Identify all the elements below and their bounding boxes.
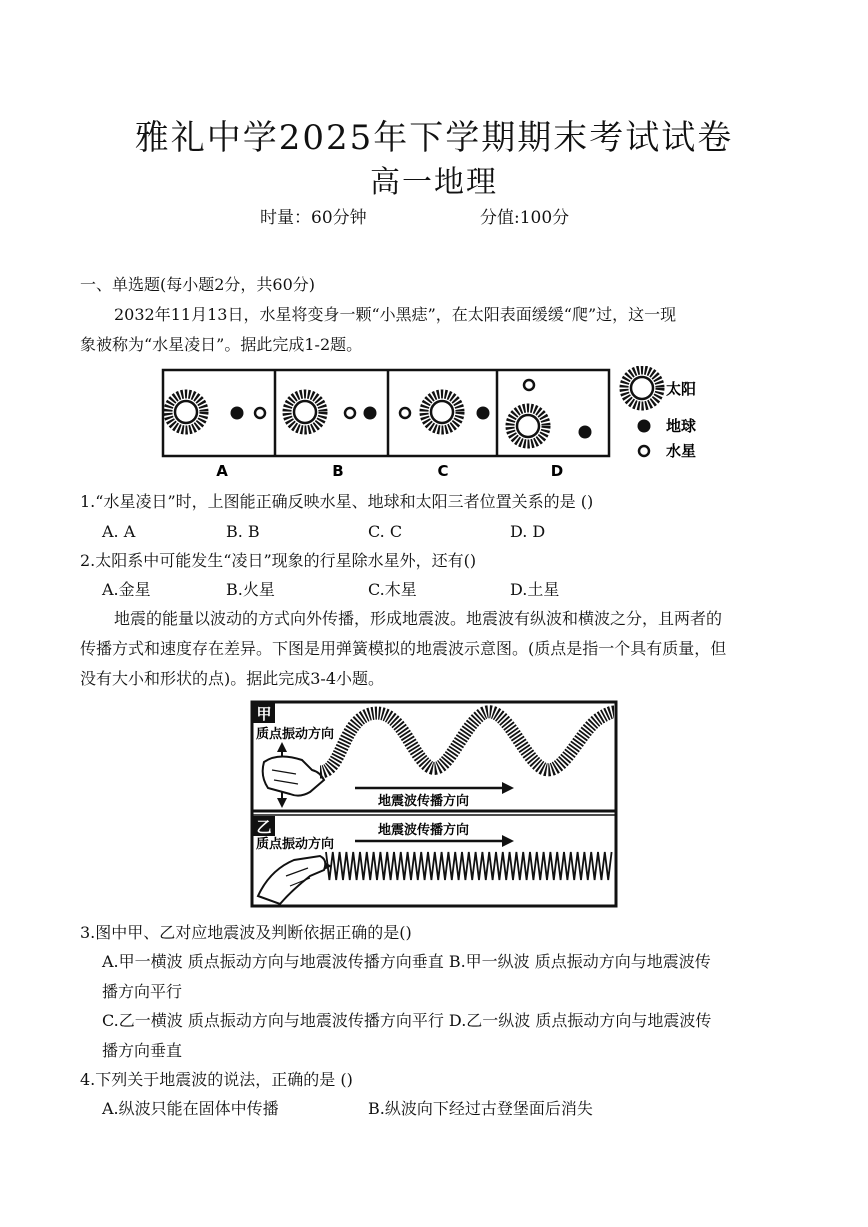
propagation-label: 地震波传播方向: [378, 823, 470, 838]
panel-d: [510, 380, 592, 444]
panel-label: B: [332, 462, 344, 480]
earth-icon: [477, 407, 490, 420]
intro-line: 象被称为“水星凌日”。据此完成1-2题。: [80, 335, 363, 354]
question-1-option-d[interactable]: D. D: [510, 522, 546, 541]
question-4-stem: 4.下列关于地震波的说法，正确的是 (): [80, 1070, 353, 1089]
panel-label: A: [216, 462, 228, 480]
question-2-option-d[interactable]: D.土星: [510, 580, 560, 599]
sun-icon: [624, 370, 660, 406]
propagation-label: 地震波传播方向: [378, 794, 470, 809]
mercury-icon: [255, 408, 265, 418]
exam-time: 时量：60分钟: [260, 208, 367, 228]
question-3-options-line[interactable]: 播方向垂直: [102, 1041, 183, 1060]
figure-legend: [624, 370, 696, 460]
question-2-stem: 2.太阳系中可能发生“凌日”现象的行星除水星外，还有(): [80, 551, 477, 570]
legend-sun-label: 太阳: [666, 380, 697, 398]
longitudinal-spring: [326, 852, 612, 880]
section-heading: 一、单选题(每小题2分，共60分): [80, 275, 316, 294]
exam-title: 雅礼中学2025年下学期期末考试试卷: [134, 118, 734, 158]
earth-icon: [364, 407, 377, 420]
panel-label: D: [550, 462, 564, 480]
hand-icon: [258, 856, 325, 904]
intro-line: 2032年11月13日，水星将变身一颗“小黑痣”，在太阳表面缓缓“爬”过，这一现: [114, 305, 677, 324]
panel-label: C: [437, 462, 449, 480]
question-4-option-a[interactable]: A.纵波只能在固体中传播: [102, 1099, 279, 1118]
mercury-icon: [524, 380, 534, 390]
question-1-stem: 1.“水星凌日”时，上图能正确反映水星、地球和太阳三者位置关系的是 (): [80, 492, 594, 511]
question-1-option-c[interactable]: C. C: [368, 522, 403, 541]
exam-score: 分值:100分: [480, 208, 570, 228]
intro2-line: 没有大小和形状的点)。据此完成3-4小题。: [80, 669, 385, 688]
sun-icon: [424, 394, 460, 430]
vibration-direction-label: 质点振动方向: [256, 837, 335, 852]
question-1-option-b[interactable]: B. B: [226, 522, 260, 541]
hand-icon: [263, 756, 324, 795]
transit-figure: [160, 366, 720, 482]
legend-earth-label: 地球: [666, 417, 697, 435]
sun-icon: [287, 394, 323, 430]
mercury-icon: [639, 446, 649, 456]
question-3-options-line[interactable]: 播方向平行: [102, 982, 183, 1001]
intro2-line: 地震的能量以波动的方式向外传播，形成地震波。地震波有纵波和横波之分，且两者的: [114, 609, 723, 628]
intro2-line: 传播方式和速度存在差异。下图是用弹簧模拟的地震波示意图。(质点是指一个具有质量，但: [80, 639, 727, 658]
mercury-icon: [400, 408, 410, 418]
question-3-options-line[interactable]: A.甲一横波 质点振动方向与地震波传播方向垂直 B.甲一纵波 质点振动方向与地震波传: [102, 952, 711, 971]
seismic-wave-figure: [250, 700, 620, 910]
panel-a-tag: 甲: [256, 705, 272, 723]
transverse-spring: [320, 712, 614, 772]
sun-icon: [168, 394, 204, 430]
legend-mercury-label: 水星: [666, 442, 697, 460]
earth-icon: [231, 407, 244, 420]
mercury-icon: [345, 408, 355, 418]
earth-icon: [579, 426, 592, 439]
question-2-option-c[interactable]: C.木星: [368, 580, 417, 599]
question-1-option-a[interactable]: A. A: [102, 522, 136, 541]
earth-icon: [638, 420, 651, 433]
question-3-stem: 3.图中甲、乙对应地震波及判断依据正确的是(): [80, 923, 412, 942]
panel-a: [168, 394, 265, 430]
question-4-option-b[interactable]: B.纵波向下经过古登堡面后消失: [368, 1099, 593, 1118]
panel-c: [400, 394, 490, 430]
vibration-direction-label: 质点振动方向: [256, 727, 335, 742]
panel-b: [287, 394, 377, 430]
exam-subject: 高一地理: [370, 165, 498, 200]
question-3-options-line[interactable]: C.乙一横波 质点振动方向与地震波传播方向平行 D.乙一纵波 质点振动方向与地震波传: [102, 1011, 712, 1030]
panel-b-tag: 乙: [256, 818, 272, 836]
sun-icon: [510, 408, 546, 444]
question-2-option-b[interactable]: B.火星: [226, 580, 275, 599]
question-2-option-a[interactable]: A.金星: [102, 580, 151, 599]
